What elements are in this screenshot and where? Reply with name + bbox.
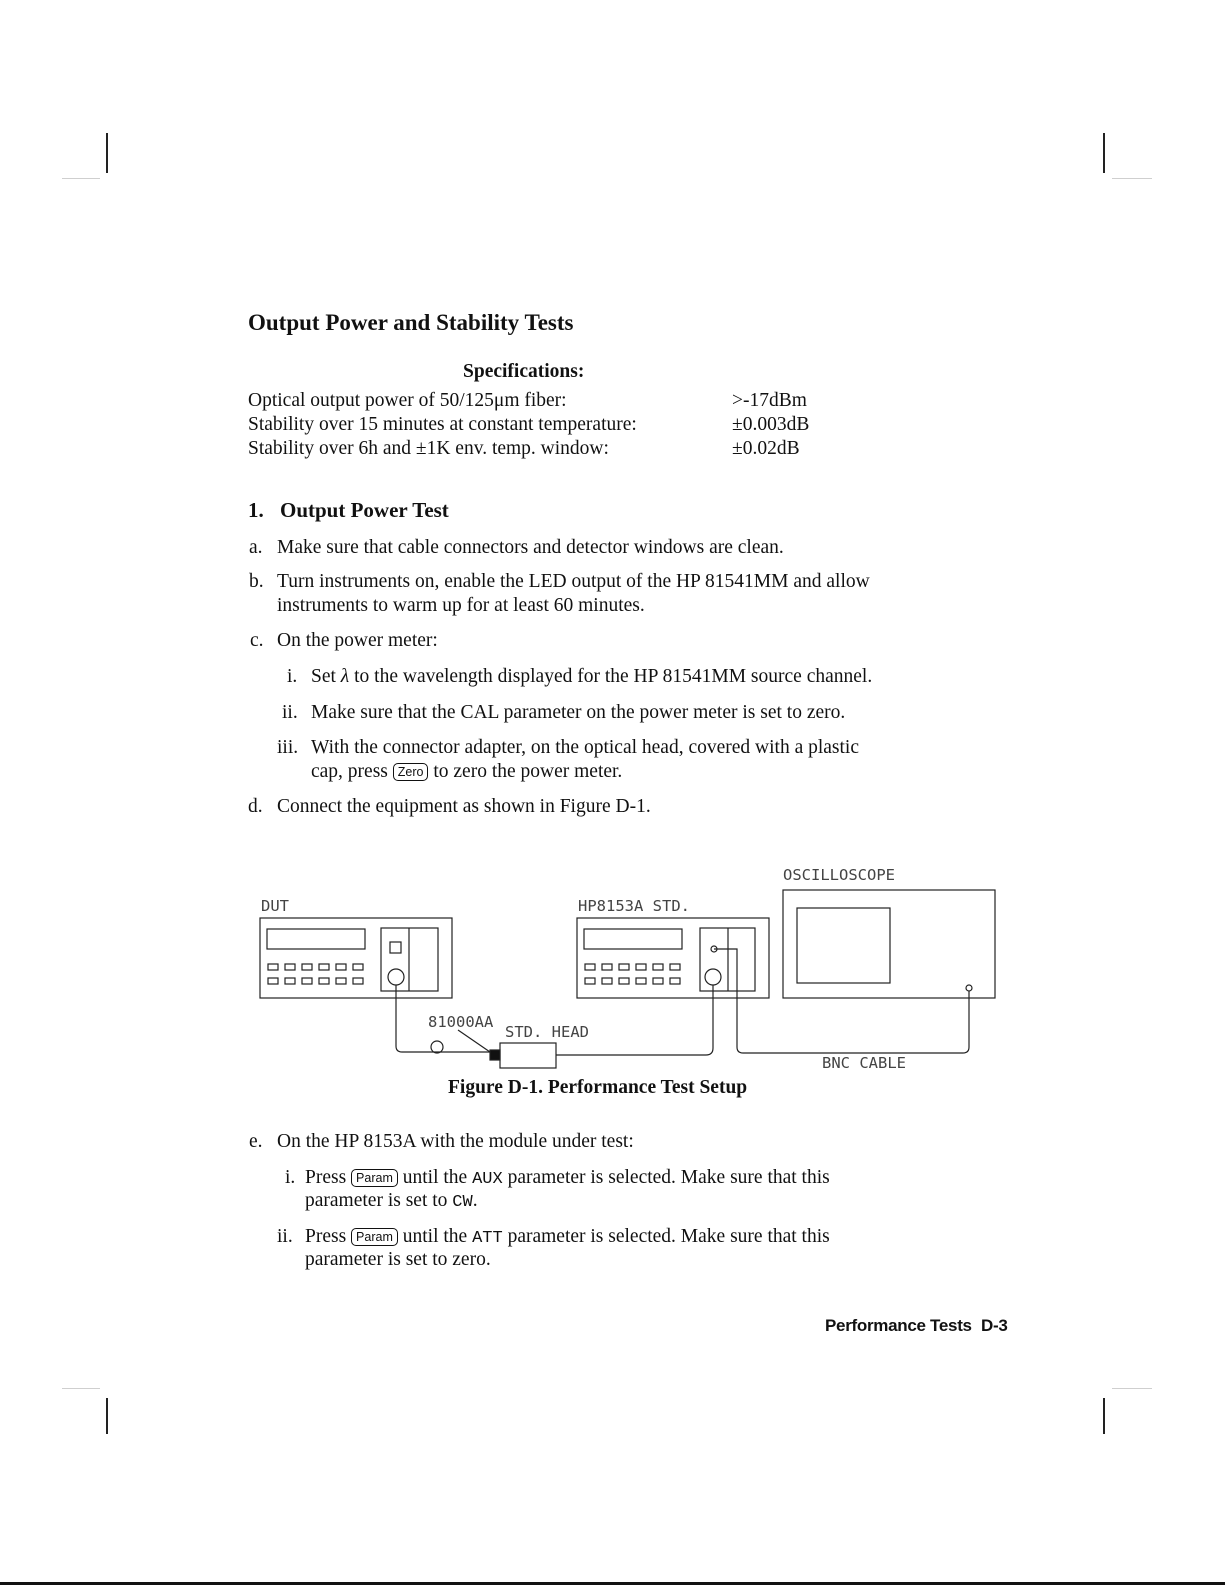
dut-display [267,929,365,949]
step-marker: d. [248,796,263,817]
substep-text-part: parameter is set to [305,1190,453,1211]
head-cable [556,985,713,1055]
dut-mainframe [260,918,452,998]
step-text: On the HP 8153A with the module under test: [277,1131,634,1152]
param-key: Param [351,1228,398,1246]
parameter-name: ATT [472,1229,503,1248]
dut-keypad [268,964,363,984]
step-marker: e. [249,1131,263,1152]
substep-text-part: until the [397,1167,473,1188]
spec-label: Stability over 6h and ±1K env. temp. window: [248,438,609,459]
step-text: Turn instruments on, enable the LED output of the HP 81541MM and allow [277,571,870,592]
lambda-symbol: λ [340,666,350,687]
substep-marker: i. [285,1167,296,1188]
substep-marker: i. [287,666,298,687]
zero-key: Zero [393,763,429,781]
cable-label: BNC CABLE [822,1054,906,1072]
std-keypad [585,964,680,984]
substep-text-part: until the [397,1226,473,1247]
adapter-label: 81000AA [428,1013,494,1031]
oscilloscope-input [966,985,972,991]
step-marker: c. [250,630,264,651]
test-title: Output Power Test [280,498,449,522]
test-number: 1. [248,498,264,522]
dut-label: DUT [261,897,289,915]
crop-mark [106,1398,108,1434]
step-marker: b. [249,571,264,592]
section-title: Output Power and Stability Tests [248,310,574,335]
step-text: Connect the equipment as shown in Figure D-1. [277,796,651,817]
substep-text-part: cap, press [311,761,393,782]
bnc-cable [714,949,969,1053]
substep-text-part: parameter is selected. Make sure that this [502,1226,830,1247]
step-marker: a. [249,537,263,558]
step-text: Make sure that cable connectors and detector windows are clean. [277,537,784,558]
substep-text-part: to zero the power meter. [428,761,623,782]
parameter-value: CW [452,1193,473,1212]
dut-connector [388,969,404,985]
substep-text: parameter is set to zero. [305,1249,491,1270]
std-connector [705,969,721,985]
spec-value: ±0.003dB [732,414,810,435]
substep-text-part: to the wavelength displayed for the HP 81541MM source channel. [349,666,873,687]
substep-text-part: parameter is selected. Make sure that this [502,1167,830,1188]
spec-label: Optical output power of 50/125μm fiber: [248,390,567,411]
std-mainframe [577,918,769,998]
crop-mark [62,1388,100,1389]
crop-mark [1103,1398,1105,1434]
oscilloscope-label: OSCILLOSCOPE [783,866,895,884]
step-text: instruments to warm up for at least 60 minutes. [277,595,645,616]
specs-heading: Specifications: [463,361,585,382]
spec-value: >-17dBm [732,390,807,411]
head-label: STD. HEAD [505,1023,589,1041]
adapter-cap [431,1041,443,1053]
figure-caption: Figure D-1. Performance Test Setup [448,1077,748,1098]
std-display [584,929,682,949]
substep-marker: iii. [277,737,299,758]
substep-text: With the connector adapter, on the optical head, covered with a plastic [311,737,860,758]
std-head [500,1043,556,1068]
param-key: Param [351,1169,398,1187]
parameter-name: AUX [472,1170,503,1189]
substep-text-part: Set [311,666,341,687]
oscilloscope [783,890,995,998]
substep-text-part: . [472,1190,478,1211]
spec-label: Stability over 15 minutes at constant temperature: [248,414,637,435]
substep-text-part: Press [305,1167,352,1188]
adapter-pointer [458,1030,490,1052]
oscilloscope-screen [797,908,890,983]
head-connector [490,1050,500,1060]
step-text: On the power meter: [277,630,438,651]
substep-text: Make sure that the CAL parameter on the power meter is set to zero. [311,702,846,723]
substep-marker: ii. [282,702,298,723]
dut-led [390,942,401,953]
spec-value: ±0.02dB [732,438,800,459]
substep-text [305,1189,478,1215]
crop-mark [1112,1388,1152,1389]
page-number: D-3 [981,1316,1008,1335]
substep-marker: ii. [277,1226,293,1247]
footer-section: Performance Tests [825,1316,972,1335]
std-label: HP8153A STD. [578,897,690,915]
substep-text-part: Press [305,1226,352,1247]
